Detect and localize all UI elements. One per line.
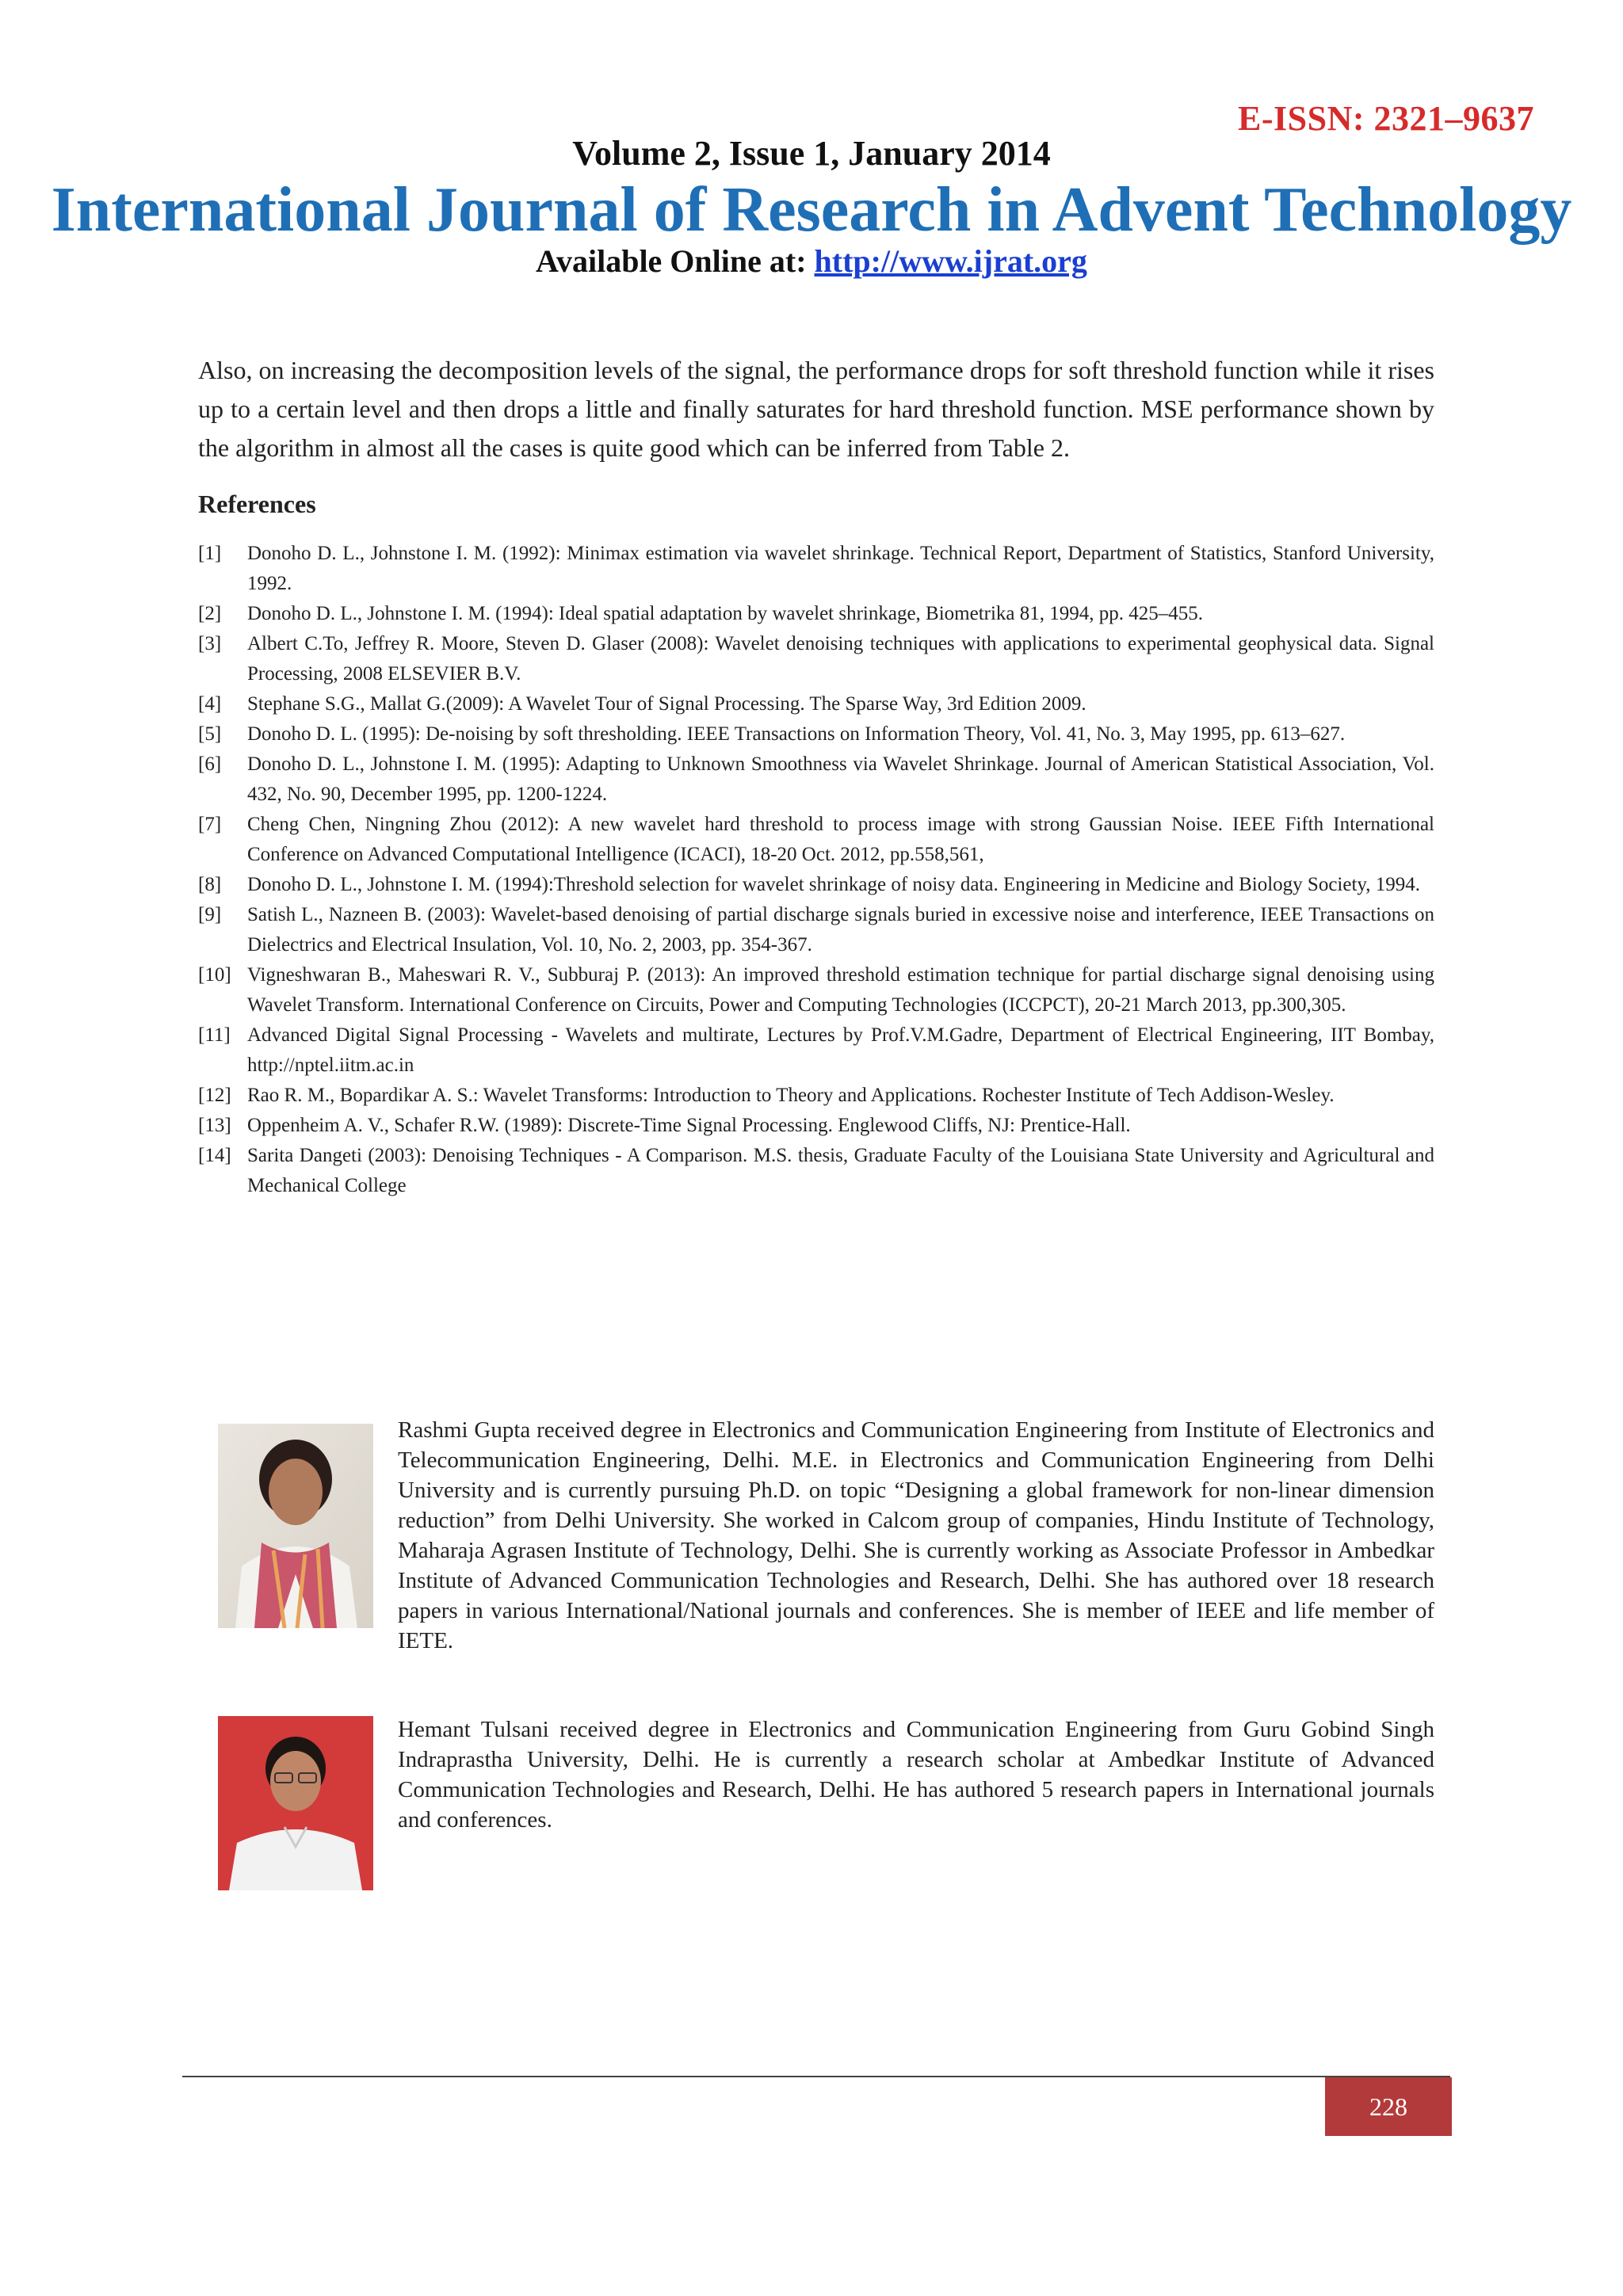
reference-text: Satish L., Nazneen B. (2003): Wavelet-based denoising of partial discharge signals buried in excessive noise and interference, IEEE Transactions on Dielectrics and Electrical Insulation, Vol. 10, No. 2, 2003, pp. 354-367. <box>247 904 1434 955</box>
reference-item <box>198 1141 1434 1201</box>
reference-text: Donoho D. L., Johnstone I. M. (1994):Threshold selection for wavelet shrinkage of noisy data. Engineering in Medicine and Biology Society, 1994. <box>247 874 1421 895</box>
footer-rule <box>182 2076 1450 2077</box>
available-label: Available Online at: <box>536 243 815 279</box>
author-photo-hemant-tulsani <box>218 1716 373 1890</box>
reference-item <box>198 900 1434 960</box>
reference-number: [9] <box>198 904 222 925</box>
reference-text: Albert C.To, Jeffrey R. Moore, Steven D. Glaser (2008): Wavelet denoising techniques with applications to experimental geophysical data. Signal Processing, 2008 ELSEVIER B.V. <box>247 633 1434 685</box>
reference-text: Advanced Digital Signal Processing - Wavelets and multirate, Lectures by Prof.V.M.Gadre, Department of Electrical Engineering, IIT Bombay, http://nptel.iitm.ac.in <box>247 1024 1434 1076</box>
reference-number: [7] <box>198 814 222 835</box>
reference-item <box>198 719 1434 749</box>
reference-item <box>198 599 1434 629</box>
reference-number: [13] <box>198 1115 231 1136</box>
reference-number: [10] <box>198 964 231 986</box>
reference-number: [11] <box>198 1024 231 1046</box>
reference-item <box>198 539 1434 599</box>
reference-text: Donoho D. L., Johnstone I. M. (1992): Minimax estimation via wavelet shrinkage. Technical Report, Department of Statistics, Stanford University, 1992. <box>247 543 1434 594</box>
author-bio-rashmi-gupta: Rashmi Gupta received degree in Electronics and Communication Engineering from Institute of Electronics and Telecommunication Engineering, Delhi. M.E. in Electronics and Communication Engineering from Delhi University and is currently pursuing Ph.D. on topic “Designing a global framework for non-linear dimension reduction” from Delhi University. She worked in Calcom group of companies, Hindu Institute of Technology, Maharaja Agrasen Institute of Technology, Delhi. She is currently working as Associate Professor in Ambedkar Institute of Advanced Communication Technologies and Research, Delhi. She has authored over 18 research papers in various International/National journals and conferences. She is member of IEEE and life member of IETE. <box>398 1417 1434 1653</box>
reference-item <box>198 960 1434 1020</box>
reference-number: [12] <box>198 1085 231 1106</box>
references-list <box>198 539 1434 1201</box>
reference-text: Donoho D. L., Johnstone I. M. (1994): Ideal spatial adaptation by wavelet shrinkage, Biometrika 81, 1994, pp. 425–455. <box>247 603 1204 624</box>
reference-item <box>198 749 1434 810</box>
reference-text: Stephane S.G., Mallat G.(2009): A Wavelet Tour of Signal Processing. The Sparse Way, 3rd Edition 2009. <box>247 693 1086 715</box>
intro-paragraph: Also, on increasing the decomposition levels of the signal, the performance drops for soft threshold function while it rises up to a certain level and then drops a little and finally saturates for hard threshold function. MSE performance shown by the algorithm in almost all the cases is quite good which can be inferred from Table 2. <box>198 356 1434 462</box>
issn-label: E-ISSN: 2321–9637 <box>1238 99 1534 138</box>
reference-number: [3] <box>198 633 222 654</box>
reference-text: Oppenheim A. V., Schafer R.W. (1989): Discrete-Time Signal Processing. Englewood Cliffs, NJ: Prentice-Hall. <box>247 1115 1131 1136</box>
reference-item <box>198 1081 1434 1111</box>
reference-text: Donoho D. L. (1995): De-noising by soft thresholding. IEEE Transactions on Information Theory, Vol. 41, No. 3, May 1995, pp. 613–627. <box>247 723 1346 745</box>
reference-item <box>198 870 1434 900</box>
reference-item <box>198 1111 1434 1141</box>
available-online <box>0 242 1623 280</box>
reference-number: [14] <box>198 1145 231 1166</box>
reference-item <box>198 629 1434 689</box>
author-bio-hemant-tulsani: Hemant Tulsani received degree in Electronics and Communication Engineering from Guru Gobind Singh Indraprastha University, Delhi. He is currently a research scholar at Ambedkar Institute of Advanced Communication Technologies and Research, Delhi. He has authored 5 research papers in International journals and conferences. <box>398 1717 1434 1833</box>
references-heading: References <box>198 490 316 518</box>
reference-text: Vigneshwaran B., Maheswari R. V., Subburaj P. (2013): An improved threshold estimation technique for partial discharge signal denoising using Wavelet Transform. International Conference on Circuits, Power and Computing Technologies (ICCPCT), 20-21 March 2013, pp.300,305. <box>247 964 1434 1016</box>
reference-number: [8] <box>198 874 222 895</box>
reference-item <box>198 1020 1434 1081</box>
reference-text: Sarita Dangeti (2003): Denoising Techniques - A Comparison. M.S. thesis, Graduate Faculty of the Louisiana State University and Agricultural and Mechanical College <box>247 1145 1434 1196</box>
reference-number: [1] <box>198 543 222 564</box>
reference-text: Rao R. M., Bopardikar A. S.: Wavelet Transforms: Introduction to Theory and Applications. Rochester Institute of Tech Addison-Wesley. <box>247 1085 1335 1106</box>
journal-title: International Journal of Research in Advent Technology <box>51 175 1572 245</box>
volume-issue: Volume 2, Issue 1, January 2014 <box>572 134 1051 173</box>
reference-text: Cheng Chen, Ningning Zhou (2012): A new wavelet hard threshold to process image with strong Gaussian Noise. IEEE Fifth International Conference on Advanced Computational Intelligence (ICACI), 18-20 Oct. 2012, pp.558,561, <box>247 814 1434 865</box>
reference-text: Donoho D. L., Johnstone I. M. (1995): Adapting to Unknown Smoothness via Wavelet Shrinkage. Journal of American Statistical Association, Vol. 432, No. 90, December 1995, pp. 1200-1224. <box>247 753 1434 805</box>
reference-number: [2] <box>198 603 222 624</box>
reference-number: [4] <box>198 693 222 715</box>
reference-number: [6] <box>198 753 222 775</box>
reference-item <box>198 689 1434 719</box>
author-photo-rashmi-gupta <box>218 1424 373 1628</box>
page-number: 228 <box>1325 2077 1452 2136</box>
reference-number: [5] <box>198 723 222 745</box>
reference-item <box>198 810 1434 870</box>
journal-url-link[interactable]: http://www.ijrat.org <box>814 243 1087 279</box>
